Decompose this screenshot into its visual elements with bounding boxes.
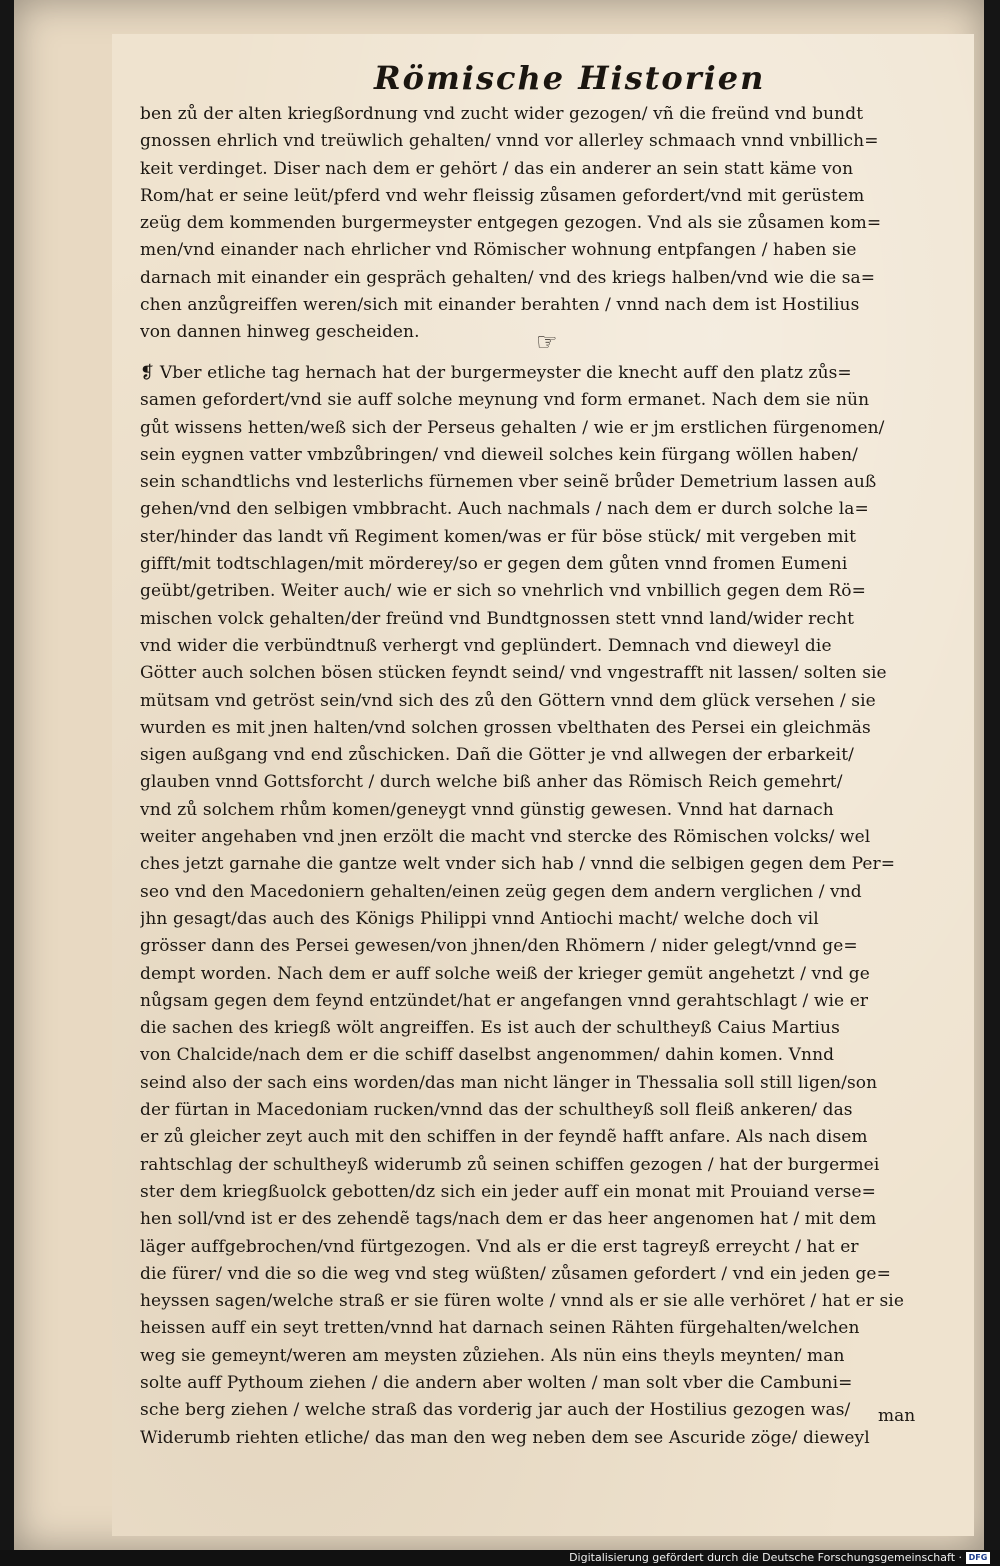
text-line: sein schandtlichs vnd lesterlichs fürnemen vber seinẽ brůder Demetrium lassen auß [140, 472, 877, 493]
manicule-icon: ☞ [536, 328, 558, 356]
text-line: Widerumb riehten etliche/ das man den weg neben dem see Ascuride zöge/ dieweyl [140, 1427, 870, 1448]
text-line: ches jetzt garnahe die gantze welt vnder sich hab / vnnd die selbigen gegen dem Per= [140, 854, 896, 875]
text-line: hen soll/vnd ist er des zehendẽ tags/nach dem er das heer angenomen hat / mit dem [140, 1209, 877, 1230]
text-line: von dannen hinweg gescheiden. [140, 322, 420, 343]
text-line: geübt/getriben. Weiter auch/ wie er sich so vnehrlich vnd vnbillich gegen dem Rö= [140, 581, 866, 602]
text-line: heissen auff ein seyt tretten/vnnd hat darnach seinen Rähten fürgehalten/welchen [140, 1318, 860, 1339]
text-line: chen anzůgreiffen weren/sich mit einander berahten / vnnd nach dem ist Hostilius [140, 295, 860, 316]
text-line: gůt wissens hetten/weß sich der Perseus gehalten / wie er jm erstlichen fürgenomen/ [140, 417, 885, 438]
text-line: mütsam vnd getröst sein/vnd sich des zů den Göttern vnnd dem glück versehen / sie [140, 690, 876, 711]
text-line: er zů gleicher zeyt auch mit den schiffen in der feyndẽ hafft anfare. Als nach disem [140, 1127, 868, 1148]
paragraph-2 [140, 360, 970, 1452]
text-line: ❡ Vber etliche tag hernach hat der burgermeyster die knecht auff den platz zůs= [140, 363, 852, 383]
text-line: die fürer/ vnd die so die weg vnd steg wüßten/ zůsamen gefordert / vnd ein jeden ge= [140, 1263, 891, 1284]
text-line: vnd zů solchem rhům komen/geneygt vnnd günstig gewesen. Vnnd hat darnach [140, 799, 834, 820]
text-line: heyssen sagen/welche straß er sie füren wolte / vnnd als er sie alle verhöret / hat er sie [140, 1291, 904, 1312]
text-line: ster dem kriegßuolck gebotten/dz sich ein jeder auff ein monat mit Prouiand verse= [140, 1181, 876, 1202]
text-line: gifft/mit todtschlagen/mit mörderey/so er gegen dem gůten vnnd fromen Eumeni [140, 554, 848, 575]
text-line: nůgsam gegen dem feynd entzündet/hat er angefangen vnnd gerahtschlagt / wie er [140, 990, 869, 1011]
text-line: weg sie gemeynt/weren am meysten zůziehen. Als nün eins theyls meynten/ man [140, 1345, 845, 1366]
text-line: men/vnd einander nach ehrlicher vnd Römischer wohnung entpfangen / haben sie [140, 240, 857, 261]
running-title: Römische Historien [374, 59, 766, 97]
text-line: gehen/vnd den selbigen vmbbracht. Auch nachmals / nach dem er durch solche la= [140, 499, 869, 520]
text-line: wurden es mit jnen halten/vnd solchen grossen vbelthaten des Persei ein gleichmäs [140, 717, 871, 738]
text-line: solte auff Pythoum ziehen / die andern aber wolten / man solt vber die Cambuni= [140, 1372, 853, 1393]
text-line: seo vnd den Macedoniern gehalten/einen zeüg gegen dem andern verglichen / vnd [140, 881, 862, 902]
text-line: rahtschlag der schultheyß widerumb zů seinen schiffen gezogen / hat der burgermei [140, 1154, 880, 1175]
text-line: samen gefordert/vnd sie auff solche meynung vnd form ermanet. Nach dem sie nün [140, 390, 870, 411]
text-line: seind also der sach eins worden/das man nicht länger in Thessalia soll still ligen/son [140, 1072, 878, 1093]
text-line: von Chalcide/nach dem er die schiff daselbst angenommen/ dahin komen. Vnnd [140, 1045, 835, 1066]
text-line: darnach mit einander ein gespräch gehalten/ vnd des kriegs halben/vnd wie die sa= [140, 267, 876, 288]
footer-credit: Digitalisierung gefördert durch die Deutsche Forschungsgemeinschaft · [569, 1551, 962, 1564]
text-line: vnd wider die verbündtnuß verhergt vnd geplündert. Demnach vnd dieweyl die [140, 635, 832, 656]
text-line: dempt worden. Nach dem er auff solche weiß der krieger gemüt angehetzt / vnd ge [140, 963, 870, 984]
text-line: gnossen ehrlich vnd treüwlich gehalten/ vnnd vor allerley schmaach vnnd vnbillich= [140, 131, 879, 152]
paragraph-1 [140, 101, 970, 347]
catchword: man [878, 1406, 916, 1426]
dfg-logo-icon: DFG [966, 1552, 990, 1564]
text-line: die sachen des kriegß wölt angreiffen. Es ist auch der schultheyß Caius Martius [140, 1018, 840, 1039]
text-line: sein eygnen vatter vmbzůbringen/ vnd dieweil solches kein fürgang wöllen haben/ [140, 444, 859, 465]
text-line: weiter angehaben vnd jnen erzölt die macht vnd stercke des Römischen volcks/ wel [140, 827, 871, 848]
text-line: grösser dann des Persei gewesen/von jhnen/den Rhömern / nider gelegt/vnnd ge= [140, 936, 858, 957]
text-line: jhn gesagt/das auch des Königs Philippi vnnd Antiochi macht/ welche doch vil [140, 908, 819, 929]
text-line: sigen außgang vnd end zůschicken. Dañ die Götter je vnd allwegen der erbarkeit/ [140, 745, 854, 766]
text-line: keit verdinget. Diser nach dem er gehört / das ein anderer an sein statt käme von [140, 158, 854, 179]
text-line: der fürtan in Macedoniam rucken/vnnd das der schultheyß soll fleiß ankeren/ das [140, 1100, 853, 1121]
text-line: glauben vnnd Gottsforcht / durch welche biß anher das Römisch Reich gemehrt/ [140, 772, 843, 793]
text-line: mischen volck gehalten/der freünd vnd Bundtgnossen stett vnnd land/wider recht [140, 608, 855, 629]
text-line: Götter auch solchen bösen stücken feyndt seind/ vnd vngestrafft nit lassen/ solten sie [140, 663, 887, 684]
text-line: sche berg ziehen / welche straß das vorderig jar auch der Hostilius gezogen was/ [140, 1400, 851, 1421]
text-line: ster/hinder das landt vñ Regiment komen/was er für böse stück/ mit vergeben mit [140, 526, 857, 547]
text-line: läger auffgebrochen/vnd fürtgezogen. Vnd als er die erst tagreyß erreycht / hat er [140, 1236, 859, 1257]
text-line: zeüg dem kommenden burgermeyster entgegen gezogen. Vnd als sie zůsamen kom= [140, 213, 882, 234]
text-line: Rom/hat er seine leüt/pferd vnd wehr fleissig zůsamen gefordert/vnd mit gerüstem [140, 185, 865, 206]
text-line: ben zů der alten kriegßordnung vnd zucht wider gezogen/ vñ die freünd vnd bundt [140, 104, 864, 124]
